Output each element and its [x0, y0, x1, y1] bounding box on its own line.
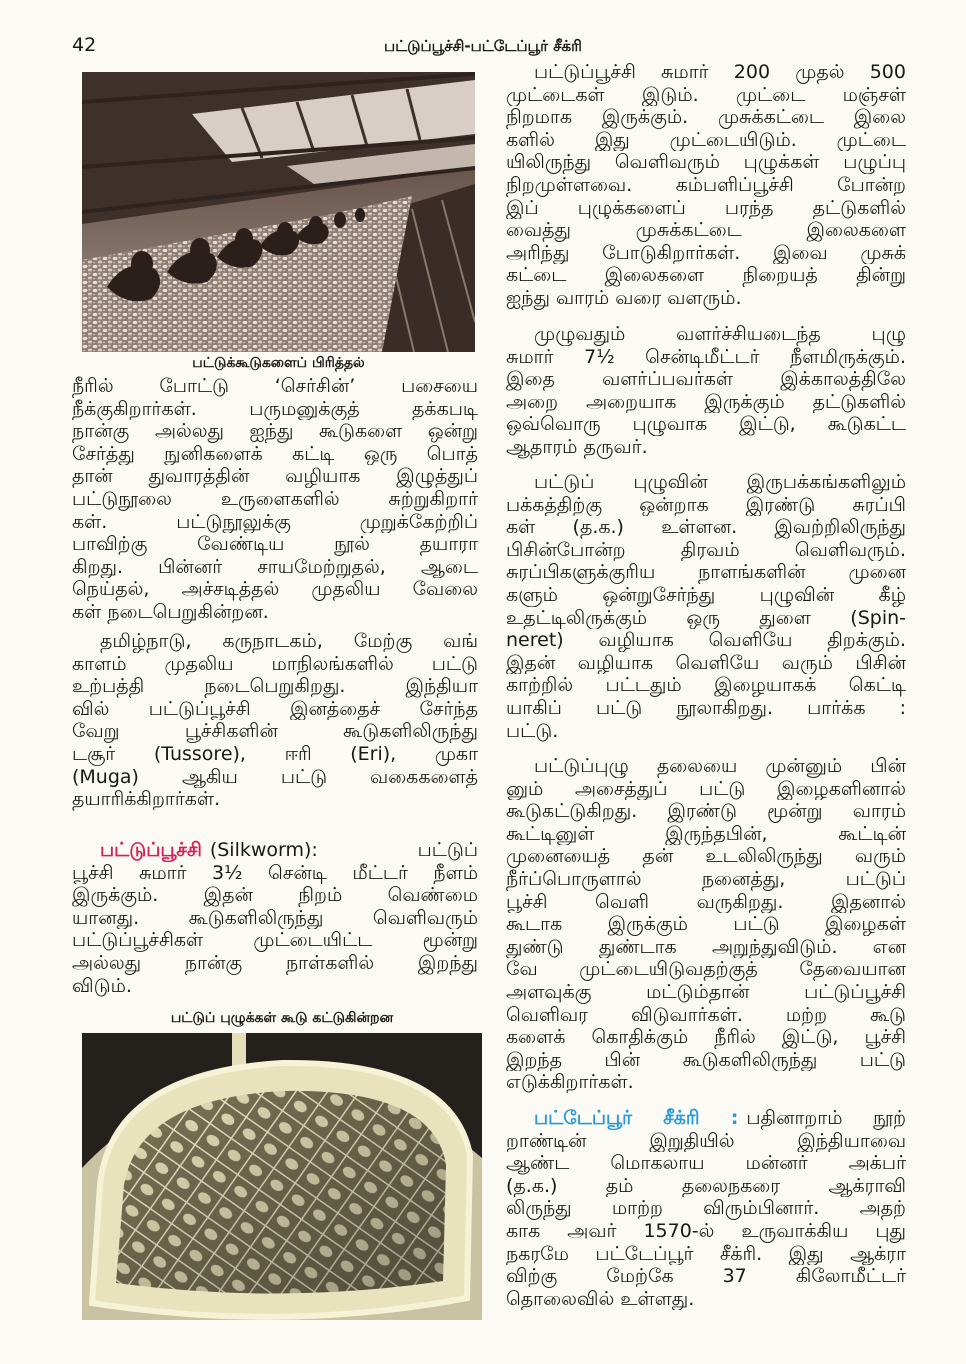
text-line: கள் (த.க.) உள்ளன. இவற்றிலிருந்து — [506, 516, 906, 539]
text-line: கிறது. பின்னர் சாயமேற்றுதல், ஆடை — [72, 555, 478, 578]
text-line — [72, 839, 478, 862]
text-line: கள். பட்டுநூலுக்கு முறுக்கேற்றிப் — [72, 510, 478, 533]
text-line: பிசின்போன்ற திரவம் வெளிவரும். — [506, 538, 906, 561]
text-line: பட்டுப்பூச்சி சுமார் 200 முதல் 500 — [534, 61, 906, 83]
text-line: துண்டு துண்டாக அறுந்துவிடும். என — [506, 935, 906, 958]
text-run: பதினாறாம் நூற் — [746, 1107, 906, 1129]
text-line: அல்லது நான்கு நாள்களில் இறந்து — [72, 951, 478, 974]
text-line: பட்டுப்பூச்சிகள் முட்டையிட்ட மூன்று — [72, 929, 478, 952]
paragraph-silkworm-entry — [72, 839, 478, 997]
text-line: கூடுகட்டுகிறது. இரண்டு மூன்று வாரம் — [506, 800, 906, 823]
text-line: காக அவர் 1570-ல் உருவாக்கிய புது — [506, 1219, 906, 1242]
text-line: தொலைவில் உள்ளது. — [506, 1287, 695, 1310]
text-line: லிருந்து மாற்ற விரும்பினார். அதற் — [506, 1197, 906, 1220]
text-run: (Silkworm): பட்டுப் — [209, 839, 478, 861]
paragraph — [506, 755, 906, 1094]
text-line: றாண்டின் இறுதியில் இந்தியாவை — [506, 1129, 906, 1152]
text-line: இதை வளர்ப்பவர்கள் இக்காலத்திலே — [506, 368, 906, 391]
text-line: எடுக்கிறார்கள். — [506, 1071, 634, 1094]
text-line: பக்கத்திற்கு ஒன்றாக இரண்டு சுரப்பி — [506, 493, 906, 516]
text-line: தயாரிக்கிறார்கள். — [72, 788, 221, 811]
text-line: சேர்த்து நுனிகளைக் கட்டி ஒரு பொத் — [72, 442, 478, 465]
text-line — [506, 1107, 906, 1130]
figure-caption: பட்டுப் புழுக்கள் கூடு கட்டுகின்றன — [170, 1010, 394, 1026]
text-line: முனையைத் தன் உடலிலிருந்து வரும் — [506, 845, 906, 868]
text-line: யிலிருந்து வெளிவரும் புழுக்கள் பழுப்பு — [506, 151, 906, 174]
text-line: வே முட்டையிடுவதற்குத் தேவையான — [506, 958, 906, 981]
text-line: (Muga) ஆகிய பட்டு வகைகளைத் — [72, 765, 478, 788]
text-line: காற்றில் பட்டதும் இழையாகக் கெட்டி — [506, 674, 906, 697]
text-line: நிறமுள்ளவை. கம்பளிப்பூச்சி போன்ற — [506, 173, 906, 196]
text-line: பூச்சி சுமார் 3½ சென்டி மீட்டர் நீளம் — [72, 861, 478, 884]
text-line: முட்டைகள் இடும். முட்டை மஞ்சள் — [506, 83, 906, 106]
text-line: இப் புழுக்களைப் பரந்த தட்டுகளில் — [506, 196, 906, 219]
text-line: கூடாக இருக்கும் பட்டு இழைகள் — [506, 913, 906, 936]
text-line: களைக் கொதிக்கும் நீரில் இட்டு, பூச்சி — [506, 1026, 906, 1049]
text-line: களில் இது முட்டையிடும். முட்டை — [506, 128, 906, 151]
text-line: காளம் முதலிய மாநிலங்களில் பட்டு — [72, 652, 478, 675]
text-line: அரிந்து போடுகிறார்கள். இவை முசுக் — [506, 241, 906, 264]
entry-heading: பட்டுப்பூச்சி — [100, 839, 202, 861]
cocoon-sorting-image — [82, 72, 475, 352]
entry-heading: பட்டேப்பூர் சீக்ரி : — [534, 1107, 739, 1129]
text-line: பட்டுப்புழு தலையை முன்னும் பின் — [534, 755, 906, 777]
text-line: யானது. கூடுகளிலிருந்து வெளிவரும் — [72, 906, 478, 929]
text-line: ஒவ்வொரு புழுவாக இட்டு, கூடுகட்ட — [506, 413, 906, 436]
text-line: அளவுக்கு மட்டும்தான் பட்டுப்பூச்சி — [506, 980, 906, 1003]
text-line: ஐந்து வாரம் வரை வளரும். — [506, 286, 742, 309]
paragraph — [506, 61, 906, 310]
text-line: ஆதாரம் தருவர். — [506, 435, 648, 458]
text-line: பூச்சி வெளி வருகிறது. இதனால் — [506, 890, 906, 913]
text-line: neret) வழியாக வெளியே திறக்கும். — [506, 629, 906, 652]
photo-silkworms-spinning — [82, 1033, 482, 1320]
text-line: வைத்து முசுக்கட்டை இலைகளை — [506, 219, 906, 242]
text-line: தமிழ்நாடு, கருநாடகம், மேற்கு வங் — [100, 630, 478, 652]
text-line: விற்கு மேற்கே 37 கிலோமீட்டர் — [506, 1265, 906, 1288]
text-line: (த.க.) தம் தலைநகரை ஆக்ராவி — [506, 1174, 906, 1197]
text-line: சுமார் 7½ சென்டிமீட்டர் நீளமிருக்கும். — [506, 345, 906, 368]
text-line: கள் நடைபெறுகின்றன. — [72, 600, 269, 623]
text-line: விடும். — [72, 974, 132, 997]
text-line: பட்டுநூலை உருளைகளில் சுற்றுகிறார் — [72, 487, 478, 510]
running-title: பட்டுப்பூச்சி-பட்டேப்பூர் சீக்ரி — [384, 37, 582, 55]
text-line: முழுவதும் வளர்ச்சியடைந்த புழு — [534, 323, 906, 345]
paragraph — [72, 375, 478, 624]
text-line: நீரில் போட்டு ‘செர்சின்’ பசையை — [72, 375, 478, 397]
text-line: ஆண்ட மொகலாய மன்னர் அக்பர் — [506, 1152, 906, 1175]
text-line: களும் ஒன்றுசேர்ந்து புழுவின் கீழ் — [506, 583, 906, 606]
paragraph-fatehpur-sikri-entry — [506, 1107, 906, 1310]
text-line: இதன் வழியாக வெளியே வரும் பிசின் — [506, 651, 906, 674]
text-line: நீக்குகிறார்கள். பருமனுக்குத் தக்கபடி — [72, 397, 478, 420]
text-line: அறை அறையாக இருக்கும் தட்டுகளில் — [506, 390, 906, 413]
text-line: நான்கு அல்லது ஐந்து கூடுகளை ஒன்று — [72, 420, 478, 443]
text-line: இறந்த பின் கூடுகளிலிருந்து பட்டு — [506, 1048, 906, 1071]
text-line: பட்டு. — [506, 719, 559, 742]
paragraph — [506, 471, 906, 742]
text-line: நிறமாக இருக்கும். முசுக்கட்டை இலை — [506, 106, 906, 129]
text-line: யாகிப் பட்டு நூலாகிறது. பார்க்க : — [506, 696, 906, 719]
text-line: தான் துவாரத்தின் வழியாக இழுத்துப் — [72, 465, 478, 488]
text-line: உதட்டிலிருக்கும் ஒரு துளை (Spin- — [506, 606, 906, 629]
text-line: நகரமே பட்டேப்பூர் சீக்ரி. இது ஆக்ரா — [506, 1242, 906, 1265]
silkworm-tray-image — [82, 1033, 482, 1320]
figure-caption: பட்டுக்கூடுகளைப் பிரித்தல் — [192, 355, 365, 371]
text-line: உற்பத்தி நடைபெறுகிறது. இந்தியா — [72, 675, 478, 698]
photo-cocoon-sorting — [82, 72, 475, 352]
text-line: சுரப்பிகளுக்குரிய நாளங்களின் முனை — [506, 561, 906, 584]
text-line: வேறு பூச்சிகளின் கூடுகளிலிருந்து — [72, 720, 478, 743]
text-line: கட்டை இலைகளை நிறையத் தின்று — [506, 264, 906, 287]
text-line: பாவிற்கு வேண்டிய நூல் தயாரா — [72, 533, 478, 556]
text-line: வில் பட்டுப்பூச்சி இனத்தைச் சேர்ந்த — [72, 697, 478, 720]
text-line: நெய்தல், அச்சடித்தல் முதலிய வேலை — [72, 578, 478, 601]
text-line: னும் அசைத்துப் பட்டு இழைகளினால் — [506, 777, 906, 800]
text-line: வெளிவர விடுவார்கள். மற்ற கூடு — [506, 1003, 906, 1026]
text-line: டசூர் (Tussore), ஈரி (Eri), முகா — [72, 742, 478, 765]
text-line: கூட்டினுள் இருந்தபின், கூட்டின் — [506, 822, 906, 845]
text-line: நீர்ப்பொருளால் நனைத்து, பட்டுப் — [506, 867, 906, 890]
page-number: 42 — [72, 34, 97, 56]
paragraph — [506, 323, 906, 459]
paragraph — [72, 630, 478, 811]
text-line: பட்டுப் புழுவின் இருபக்கங்களிலும் — [534, 471, 906, 493]
text-line: இருக்கும். இதன் நிறம் வெண்மை — [72, 884, 478, 907]
